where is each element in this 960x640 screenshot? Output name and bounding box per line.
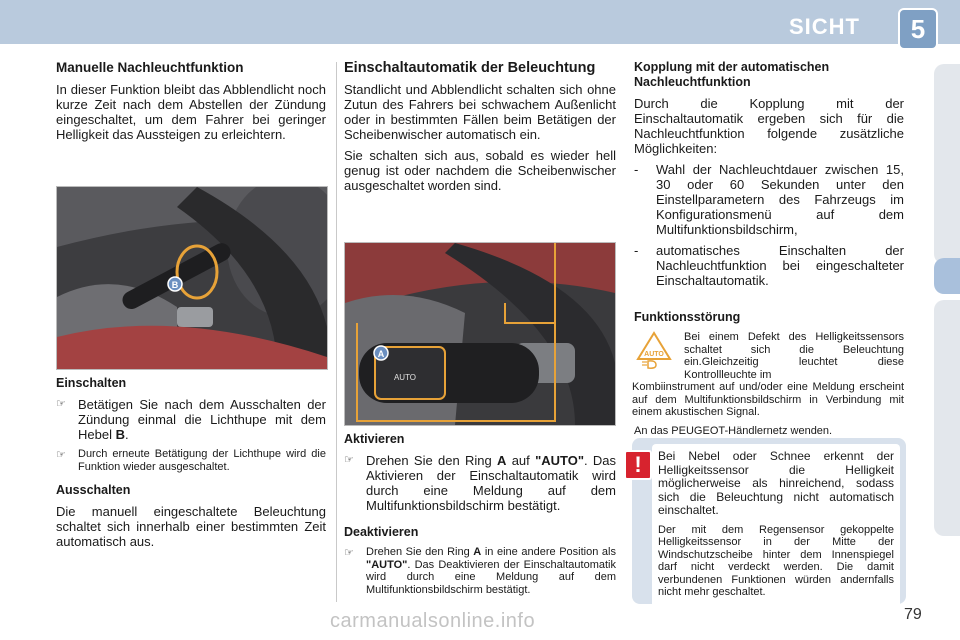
section-heading: Kopplung mit der automatischen Nachleuchtfunktion <box>634 60 830 89</box>
column-auto-lighting <box>344 60 616 199</box>
exclamation-icon: ! <box>624 450 652 480</box>
page-title: SICHT <box>789 14 860 39</box>
stoerung-heading: Funktionsstörung <box>634 310 741 324</box>
page-header <box>0 0 960 44</box>
pointing-hand-icon: ☞ <box>344 454 354 466</box>
malfunction-block: AUTO Bei einem Defekt des Helligkeitssensors schaltet sich die Beleuchtung ein.Gleichzeitig leuchtet diese Kontrollleuchte im <box>634 331 904 381</box>
photo-lever-b <box>56 186 328 370</box>
paragraph: Durch die Kopplung mit der Einschaltautomatik ergeben sich für die Nachleuchtfunktion folgende zusätzliche Möglichkeiten: <box>634 96 904 156</box>
svg-text:AUTO: AUTO <box>644 351 664 358</box>
auto-light-warning-icon <box>634 331 684 381</box>
watermark: carmanualsonline.info <box>330 610 536 632</box>
label-a: A <box>377 349 385 359</box>
intro-text: In dieser Funktion bleibt das Abblendlicht noch kurze Zeit nach dem Abstellen der Zündung eingeschaltet, um dem Fahrer bei geringer Helligkeit das Aussteigen zu erleichtern. <box>56 82 326 142</box>
section-heading: Einschaltautomatik der Beleuchtung <box>344 60 596 76</box>
ausschalten-text: Die manuell eingeschaltete Beleuchtung schaltet sich innerhalb einer bestimmten Zeit automatisch aus. <box>56 504 326 549</box>
side-tab <box>934 300 960 536</box>
section-heading: Manuelle Nachleuchtfunktion <box>56 60 244 75</box>
chapter-number-badge: 5 <box>898 8 938 50</box>
list-item: ☞ Drehen Sie den Ring A in eine andere Position als "AUTO". Das Deaktivieren der Einschaltautomatik wird durch eine Meldung auf dem Multifunktionsbildschirm bestätigt. <box>344 546 616 596</box>
column-activation <box>344 432 616 602</box>
steering-column-illustration <box>57 187 327 369</box>
warning-text: Bei Nebel oder Schnee erkennt der Helligkeitssensor die Helligkeit möglicherweise als hinreichend, sodass sich die Beleuchtung nicht automatisch einschaltet. <box>658 449 894 517</box>
list-item: ☞ Drehen Sie den Ring A auf "AUTO". Das Aktivieren der Einschaltautomatik wird durch eine Meldung auf dem Multifunktionsbildschirm bestätigt. <box>344 453 617 513</box>
deaktivieren-heading: Deaktivieren <box>344 525 419 539</box>
pointing-hand-icon: ☞ <box>56 449 66 461</box>
einschalten-heading: Einschalten <box>56 376 127 390</box>
side-tab <box>934 64 960 264</box>
column-coupling: Kopplung mit der automatischen Nachleuchtfunktion Durch die Kopplung mit der Einschaltautomatik ergeben sich für die Nachleuchtfunktion folgende zusätzliche Möglichkeiten: - Wahl der Nachleuchtdauer zwischen 15, 30 oder 60 Sekunden unter den Einstellparametern des Fahrzeugs im Konfigurationsmenü auf dem Multifunktionsbildschirm, - automatisches Einschalten der Nachleuchtfunktion bei eingeschalteter Einschaltautomatik. Funktionsstörung AUTO Bei einem Defekt des Helligkeitssensors schaltet sich die Beleuchtung ein.Gleichzeitig leuchtet diese Kontrollleuchte im Kombiinstrument auf und/oder eine Meldung erscheint auf dem Multifunktionsbildschirm in Verbindung mit einem akustischen Signal. An das PEUGEOT-Händlernetz wenden. <box>632 60 904 437</box>
column-einschalten <box>56 376 326 555</box>
label-b: B <box>171 280 179 290</box>
list-item: ☞ Betätigen Sie nach dem Ausschalten der Zündung einmal die Lichthupe mit dem Hebel B. <box>56 397 326 442</box>
pointing-hand-icon: ☞ <box>344 547 354 559</box>
column-manual-follow-me <box>56 60 326 148</box>
warning-text: Der mit dem Regensensor gekoppelte Helligkeitssensor in der Mitte der Windschutzscheibe hinter dem Innenspiegel darf nicht verdeckt werden. Die damit verbundenen Funktionen würden andernfalls nicht mehr geschaltet. <box>658 523 894 598</box>
ring-auto-label: AUTO <box>393 373 417 382</box>
page-number: 79 <box>904 606 922 623</box>
aktivieren-heading: Aktivieren <box>344 432 405 446</box>
warning-box <box>632 438 906 604</box>
paragraph: Standlicht und Abblendlicht schalten sich ohne Zutun des Fahrers bei schwachem Außenlicht oder in bestimmten Fällen beim Betätigen der Scheibenwischer automatisch ein. <box>344 82 616 142</box>
ausschalten-heading: Ausschalten <box>56 483 131 497</box>
column-divider <box>336 62 337 602</box>
light-switch-illustration <box>345 243 615 425</box>
photo-ring-a <box>344 242 616 426</box>
side-tab-active <box>934 258 960 294</box>
list-item: - automatisches Einschalten der Nachleuchtfunktion bei eingeschalteter Einschaltautomatik. <box>634 243 904 288</box>
list-item: - Wahl der Nachleuchtdauer zwischen 15, 30 oder 60 Sekunden unter den Einstellparametern des Fahrzeugs im Konfigurationsmenü auf dem Multifunktionsbildschirm, <box>634 162 904 237</box>
pointing-hand-icon: ☞ <box>56 398 66 410</box>
list-item: ☞ Durch erneute Betätigung der Lichthupe wird die Funktion wieder ausgeschaltet. <box>56 448 326 473</box>
paragraph: Sie schalten sich aus, sobald es wieder hell genug ist oder nachdem die Scheibenwischer ausgeschaltet worden sind. <box>344 148 616 193</box>
